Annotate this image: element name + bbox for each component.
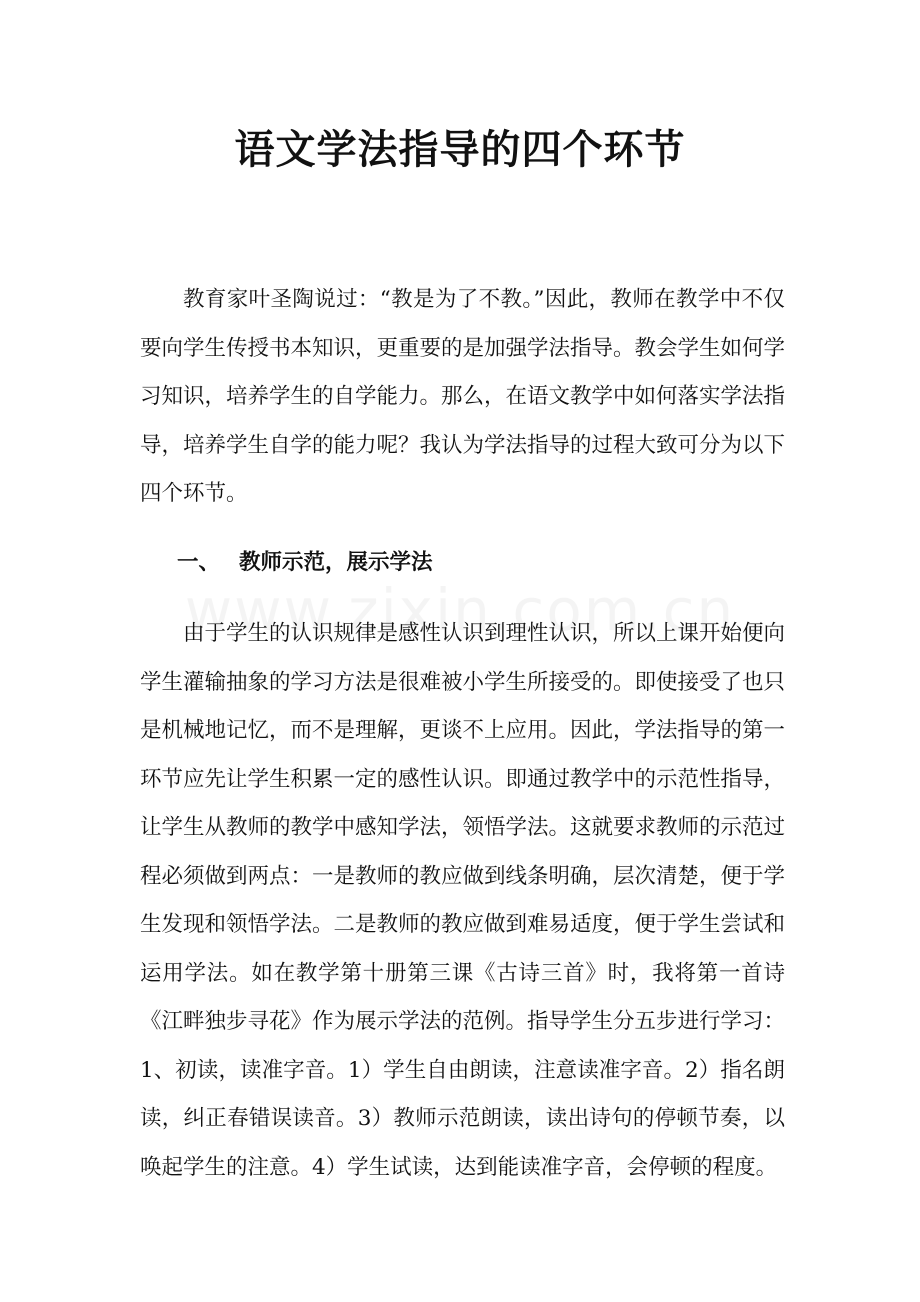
section-number: 一、 [177,550,221,575]
body-paragraph: 由于学生的认识规律是感性认识到理性认识，所以上课开始便向学生灌输抽象的学习方法是很难被小学生所接受的。即使接受了也只是机械地记忆，而不是理解，更谈不上应用。因此，学法指导的第一环节应先让学生积累一定的感性认识。即通过教学中的示范性指导，让学生从教师的教学中感知学法，领悟学法。这就要求教师的示范过程必须做到两点：一是教师的教应做到线条明确，层次清楚，便于学生发现和领悟学法。二是教师的教应做到难易适度，便于学生尝试和运用学法。如在教学第十册第三课《古诗三首》时，我将第一首诗《江畔独步寻花》作为展示学法的范例。指导学生分五步进行学习：1、初读，读准字音。1）学生自由朗读，注意读准字音。2）指名朗读，纠正春错误读音。3）教师示范朗读，读出诗句的停顿节奏，以唤起学生的注意。4）学生试读，达到能读准字音，会停顿的程度。 [140,621,786,1180]
section-heading-text: 教师示范，展示学法 [239,550,433,575]
document-title: 语文学法指导的四个环节 [234,126,686,173]
intro-paragraph: 教育家叶圣陶说过：“教是为了不教。”因此，教师在教学中不仅要向学生传授书本知识，更重要的是加强学法指导。教会学生如何学习知识，培养学生的自学能力。那么，在语文教学中如何落实学法指导，培养学生自学的能力呢？我认为学法指导的过程大致可分为以下四个环节。 [140,287,786,506]
section-heading [177,546,433,580]
